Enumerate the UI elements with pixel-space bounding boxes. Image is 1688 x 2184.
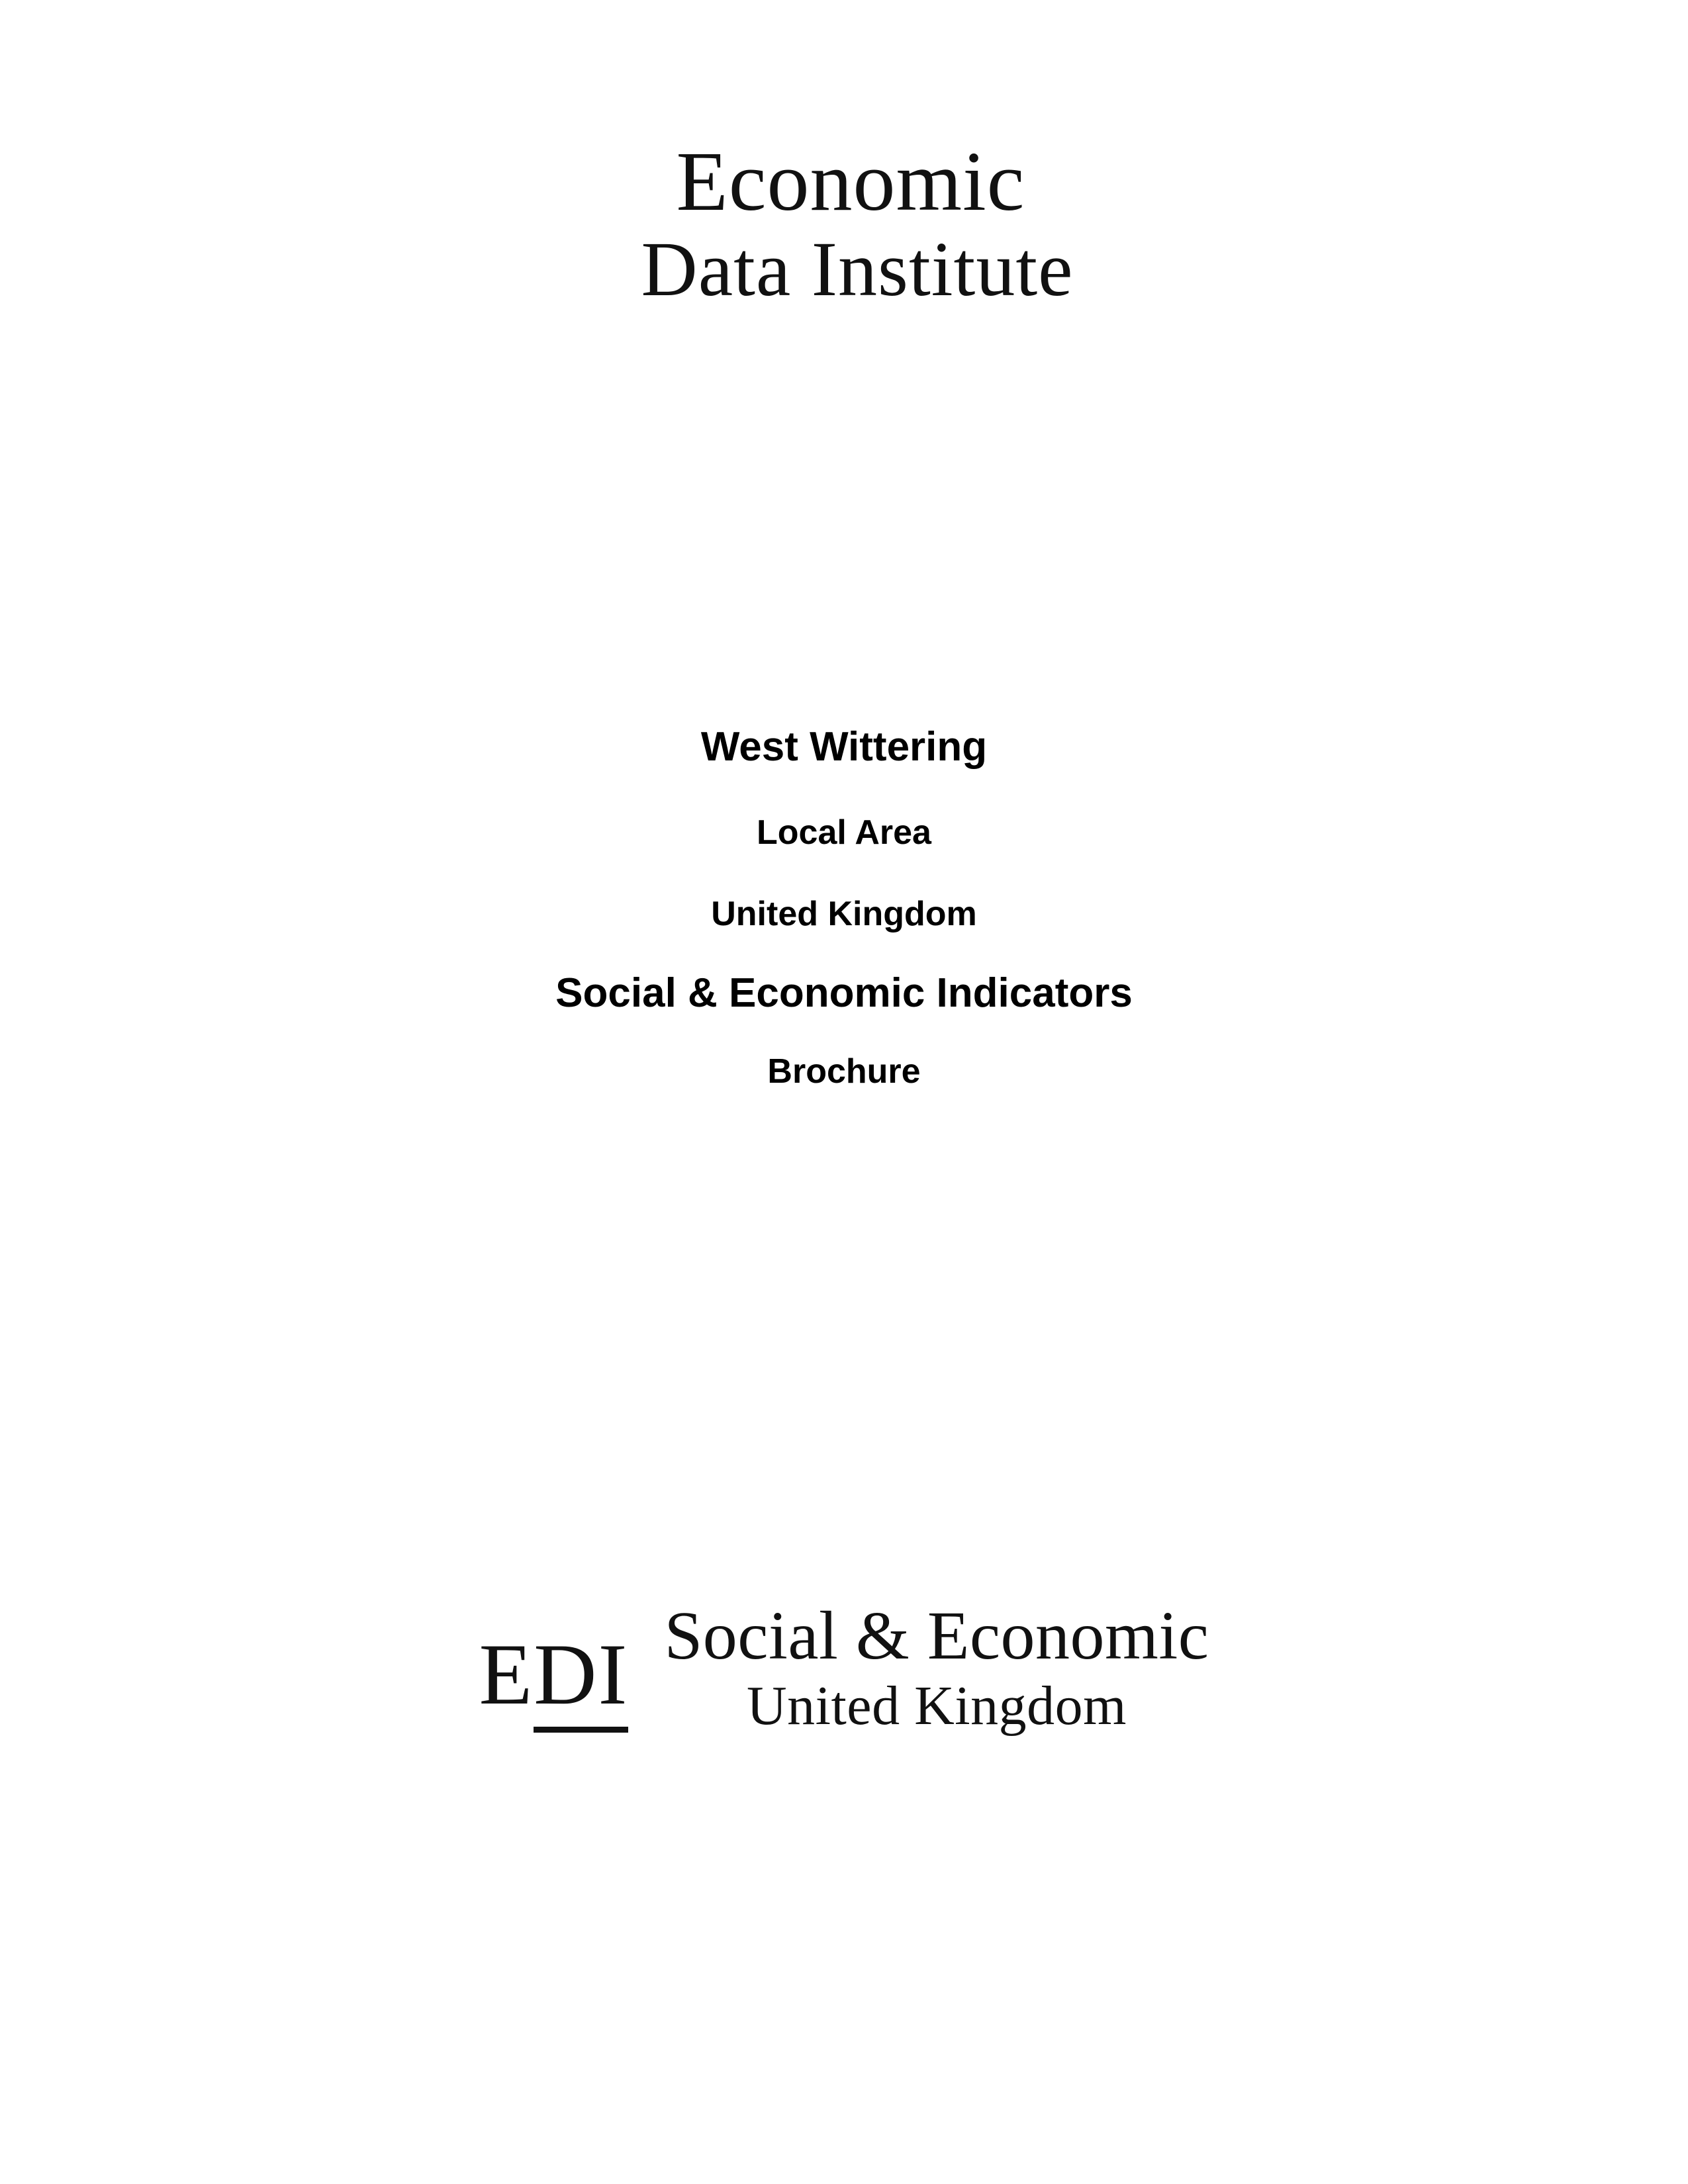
masthead-logo [0,134,1688,312]
edi-wordmark [479,1625,629,1727]
edi-tagline-line-2: United Kingdom [746,1675,1127,1737]
masthead-line-1: Economic [676,134,1025,228]
cover-country: United Kingdom [711,894,977,933]
edi-tagline-line-1: Social & Economic [664,1598,1209,1674]
cover-subject: Social & Economic Indicators [555,970,1133,1016]
edi-tagline [664,1598,1209,1737]
cover-area-name: West Wittering [700,724,988,770]
masthead-line-2: Data Institute [641,226,1074,312]
edi-wordmark-prefix: E [479,1625,534,1723]
edi-wordmark-underlined: DI [534,1625,628,1733]
cover-document-type: Brochure [767,1052,921,1091]
cover-area-type: Local Area [757,813,931,852]
cover-title-block [0,721,1688,1093]
footer-logo [0,1598,1688,1737]
